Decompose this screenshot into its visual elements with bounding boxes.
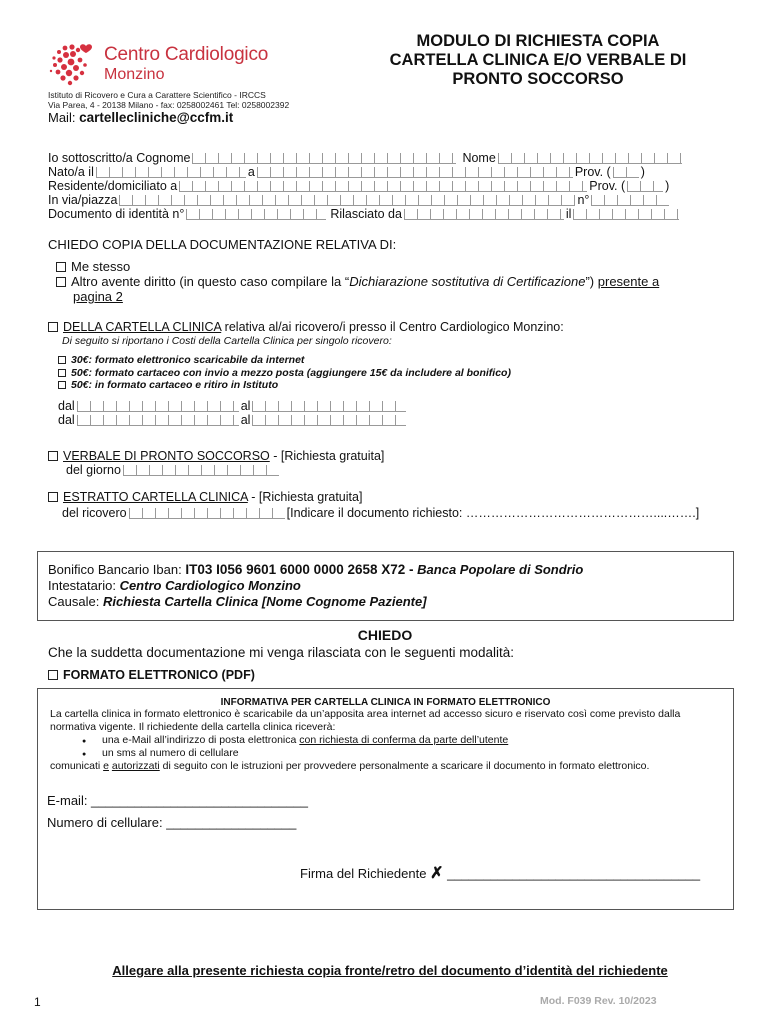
bank-info-box: Bonifico Bancario Iban: IT03 I056 9601 6000 0000 2658 X72 - Banca Popolare di Sondrio Intestatario: Centro Cardiologico Monzino Causale: Richiesta Cartella Clinica [Nome Cognome Paziente] (37, 551, 734, 621)
rilasciato-field[interactable] (404, 209, 564, 220)
row-nascita: Nato/a il a Prov. ( ) (48, 165, 645, 179)
residenza-field[interactable] (179, 181, 587, 192)
date-ricovero-field[interactable] (129, 508, 285, 519)
nome-field[interactable] (498, 153, 682, 164)
costo-option[interactable]: 30€: formato elettronico scaricabile da internet (58, 354, 511, 367)
checkbox-icon[interactable] (48, 670, 58, 680)
pen-icon: ✗ (430, 865, 444, 882)
verbale-option[interactable]: VERBALE DI PRONTO SOCCORSO - [Richiesta gratuita] (48, 449, 384, 463)
form-title: MODULO DI RICHIESTA COPIA CARTELLA CLINICA E/O VERBALE DI PRONTO SOCCORSO (389, 32, 687, 88)
costi-list (58, 354, 511, 392)
costo-option[interactable]: 50€: formato cartaceo con invio a mezzo posta (aggiungere 15€ da includere al bonifico) (58, 367, 511, 380)
checkbox-icon[interactable] (56, 277, 66, 287)
date-giorno-field[interactable] (123, 465, 279, 476)
row-dal-al-1: dal al (58, 399, 408, 413)
mail-line: Mail: cartellecliniche@ccfm.it (48, 110, 234, 125)
row-documento: Documento di identità n° Rilasciato da il (48, 207, 681, 221)
email-field[interactable]: E-mail: ______________________________ (47, 793, 308, 808)
heart-logo-icon (46, 38, 98, 90)
page-number: 1 (34, 995, 41, 1009)
option-me-stesso[interactable]: Me stesso (56, 259, 130, 274)
date-dal-field[interactable] (77, 401, 239, 412)
cartella-clinica-option[interactable]: DELLA CARTELLA CLINICA relativa al/ai ricovero/i presso il Centro Cardiologico Monzino: (48, 320, 564, 334)
date-dal-field[interactable] (77, 415, 239, 426)
info-box (37, 688, 734, 910)
cellulare-field[interactable]: Numero di cellulare: __________________ (47, 815, 297, 830)
iban-value: IT03 I056 9601 6000 0000 2658 X72 - (185, 562, 414, 577)
logo-subname: Monzino (104, 66, 165, 83)
allegare-note: Allegare alla presente richiesta copia fronte/retro del documento d’identità del richiedente (112, 963, 668, 978)
checkbox-icon[interactable] (48, 322, 58, 332)
date-al-field[interactable] (252, 415, 406, 426)
info-heading: INFORMATIVA PER CARTELLA CLINICA IN FORMATO ELETTRONICO (220, 697, 551, 708)
documento-field[interactable] (186, 209, 326, 220)
data-rilascio-field[interactable] (573, 209, 679, 220)
formato-elettronico-option[interactable]: FORMATO ELETTRONICO (PDF) (48, 668, 255, 682)
row-giorno: del giorno (66, 463, 281, 477)
logo-name: Centro Cardiologico (104, 44, 269, 65)
date-al-field[interactable] (252, 401, 406, 412)
option-altro[interactable]: Altro avente diritto (in questo caso compilare la “Dichiarazione sostitutiva di Certificazione”) presente a pagina 2 (56, 274, 726, 304)
luogo-nascita-field[interactable] (257, 167, 573, 178)
row-via: In via/piazza n° (48, 193, 671, 207)
chiedo-heading: CHIEDO (357, 627, 413, 643)
prov-nascita-field[interactable] (613, 167, 639, 178)
row-residenza: Residente/domiciliato a Prov. ( ) (48, 179, 670, 193)
checkbox-icon[interactable] (48, 492, 58, 502)
row-dal-al-2: dal al (58, 413, 408, 427)
row-cognome-nome: Io sottoscritto/a Cognome Nome (48, 151, 684, 165)
module-code: Mod. F039 Rev. 10/2023 (540, 995, 657, 1007)
via-field[interactable] (119, 195, 575, 206)
institute-info: Istituto di Ricovero e Cura a Carattere Scientifico - IRCCS Via Parea, 4 - 20138 Milano - fax: 0258002461 Tel: 0258002392 (48, 90, 290, 110)
cognome-field[interactable] (192, 153, 456, 164)
civico-field[interactable] (591, 195, 669, 206)
estratto-option[interactable]: ESTRATTO CARTELLA CLINICA - [Richiesta gratuita] (48, 490, 362, 504)
chiedo-text: Che la suddetta documentazione mi venga rilasciata con le seguenti modalità: (48, 645, 515, 660)
firma-field[interactable]: ___________________________________ (447, 866, 701, 881)
firma-row[interactable]: Firma del Richiedente ✗ ___________________________________ (300, 865, 701, 882)
mail-address[interactable]: cartellecliniche@ccfm.it (79, 110, 234, 125)
checkbox-icon[interactable] (48, 451, 58, 461)
checkbox-icon[interactable] (56, 262, 66, 272)
costi-note: Di seguito si riportano i Costi della Cartella Clinica per singolo ricovero: (62, 335, 392, 347)
row-ricovero: del ricovero [Indicare il documento richiesto: ………………………………………....…….] (62, 506, 700, 520)
info-text: La cartella clinica in formato elettronico è scaricabile da un’apposita area internet ad accesso sicuro e riservato così come previsto dalla normativa vigente. Il richiedente della cartella clinica riceverà: ● una e-Mail all’indirizzo di posta elettronica con richiesta di conferma da parte dell’utente ● un sms al numero di cellulare comunicati e autorizzati di seguito con le istruzioni per provvedere personalmente a scaricare il documento in formato elettronico. (38, 708, 733, 773)
costo-option[interactable]: 50€: in formato cartaceo e ritiro in Istituto (58, 379, 511, 392)
request-heading: CHIEDO COPIA DELLA DOCUMENTAZIONE RELATIVA DI: (48, 237, 397, 252)
data-nascita-field[interactable] (96, 167, 246, 178)
prov-residenza-field[interactable] (627, 181, 663, 192)
